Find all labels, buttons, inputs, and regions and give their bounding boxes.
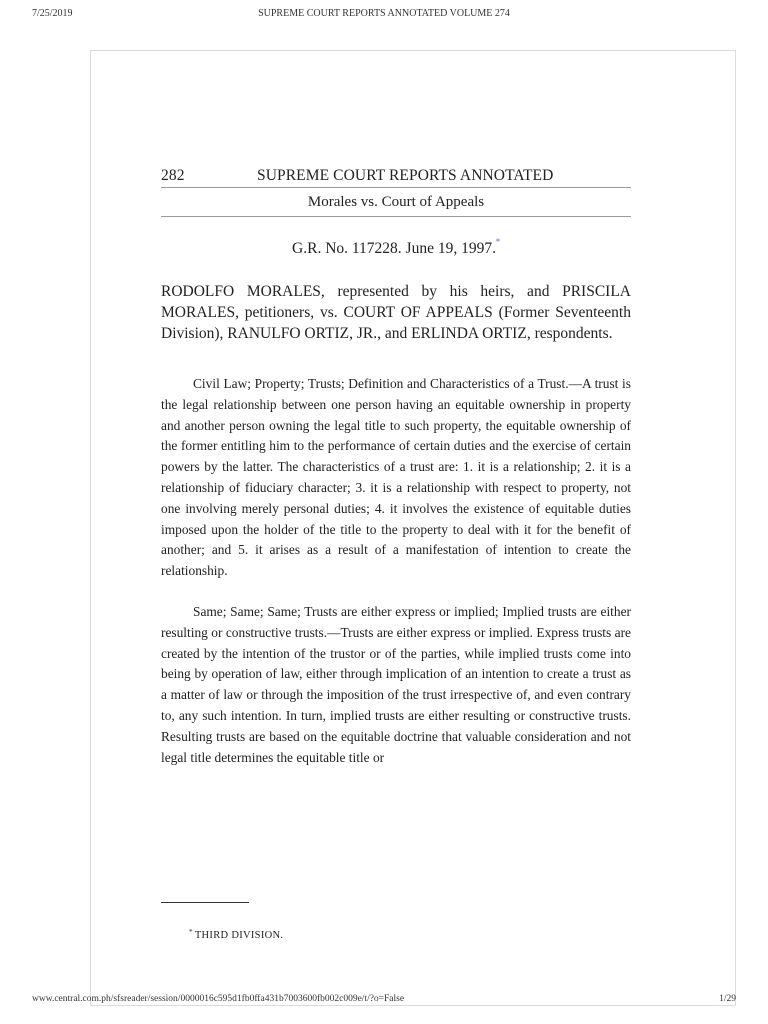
print-title: SUPREME COURT REPORTS ANNOTATED VOLUME 274	[258, 8, 510, 19]
print-date: 7/25/2019	[32, 8, 73, 19]
document-page	[90, 50, 736, 1006]
case-parties: RODOLFO MORALES, represented by his heirs, and PRISCILA MORALES, petitioners, vs. COURT OF APPEALS (Former Seventeenth Division), RANULFO ORTIZ, JR., and ERLINDA ORTIZ, respondents.	[161, 283, 631, 342]
footnote-divider	[161, 902, 249, 903]
page-content	[161, 165, 631, 768]
footnote-mark: *	[189, 928, 193, 936]
print-header	[0, 8, 768, 24]
case-title: Morales vs. Court of Appeals	[307, 194, 485, 210]
footnote-text: THIRD DIVISION.	[194, 930, 284, 941]
journal-title: SUPREME COURT REPORTS ANNOTATED	[257, 167, 554, 184]
syllabus-paragraph: Same; Same; Same; Trusts are either express or implied; Implied trusts are either resulting or constructive trusts.—Trusts are either express or implied. Express trusts are created by the intention of the trustor or of the parties, while implied trusts come into being by operation of law, either through implication of an intention to create a trust as a matter of law or through the imposition of the trust irrespective of, and even contrary to, any such intention. In turn, implied trusts are either resulting or constructive trusts. Resulting trusts are based on the equitable doctrine that valuable consideration and not legal title determines the equitable title or	[161, 603, 631, 765]
gr-number: G.R. No. 117228. June 19, 1997.	[292, 240, 496, 257]
gr-number-line	[161, 231, 631, 257]
syllabus	[161, 374, 631, 768]
print-footer	[0, 994, 768, 1008]
print-url: www.central.com.ph/sfsreader/session/0000016c595d1fb0ffa431b7003600fb002c009e/t/?o=False	[32, 994, 405, 1004]
running-head	[161, 165, 631, 187]
header-rule-bottom	[161, 216, 631, 217]
footnote	[189, 928, 283, 941]
syllabus-paragraph: Civil Law; Property; Trusts; Definition and Characteristics of a Trust.—A trust is the legal relationship between one person having an equitable ownership in property and another person owning the legal title to such property, the equitable ownership of the former entitling him to the performance of certain duties and the exercise of certain powers by the latter. The characteristics of a trust are: 1. it is a relationship; 2. it is a relationship of fiduciary character; 3. it is a relationship with respect to property, not one involving merely personal duties; 4. it involves the existence of equitable duties imposed upon the holder of the title to the property to deal with it for the benefit of another; and 5. it arises as a result of a manifestation of intention to create the relationship.	[161, 376, 631, 579]
print-page-count: 1/29	[719, 994, 736, 1004]
footnote-reference-link[interactable]: *	[495, 237, 500, 246]
page-number: 282	[161, 167, 185, 184]
